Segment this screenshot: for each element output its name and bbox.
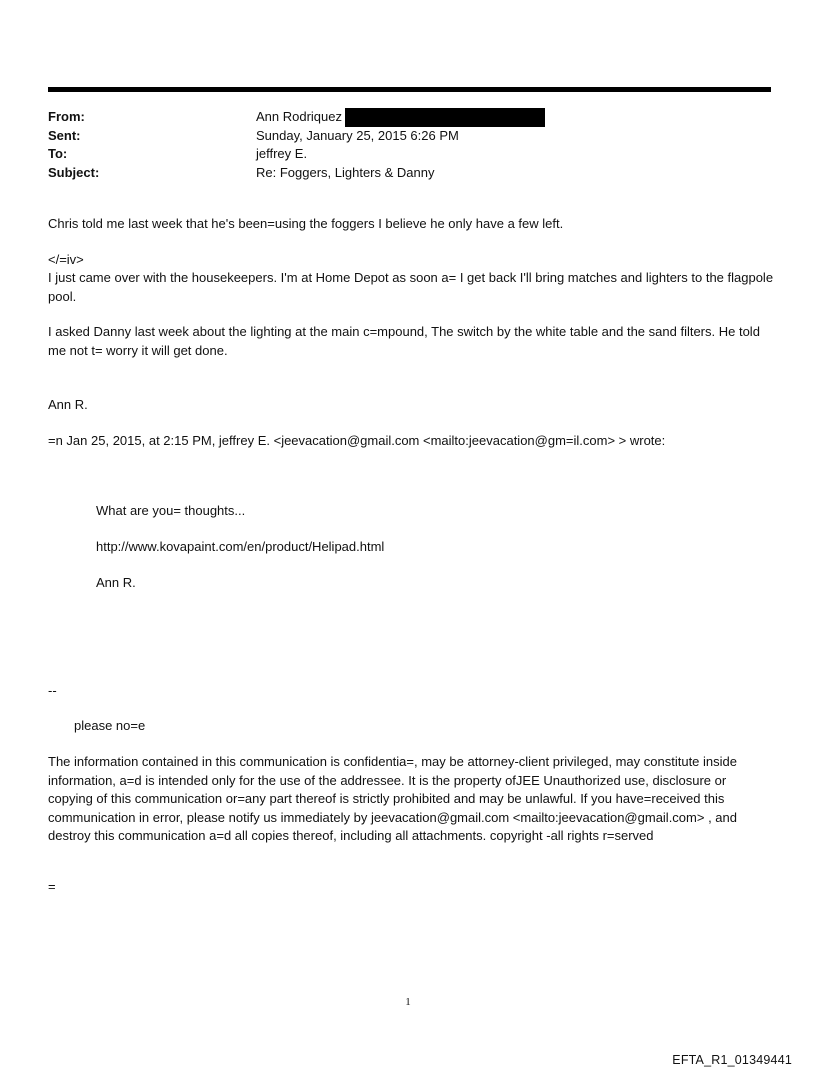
subject-label: Subject:: [48, 164, 100, 180]
disclaimer: The information contained in this communication is confidentia=, may be attorney-client privileged, may constitute inside information, a=d is intended only for the use of the addressee. It is the property ofJEE Unauthorized use, disclosure or copying of this communication or=any part thereof is strictly prohibited and may be unlawful. If you have=received this communication in error, please notify us immediately by jeevacation@gmail.com <mailto:jeevacation@gmail.com> , and destroy this communication a=d all copies thereof, including all attachments. copyright -all rights r=served: [48, 754, 737, 843]
quoted-question: What are you= thoughts...: [96, 503, 246, 518]
body-paragraph-2: </=iv>: [48, 252, 84, 267]
page-number: 1: [405, 996, 411, 1008]
subject-row: [48, 164, 545, 183]
body-paragraph-4: I asked Danny last week about the lighting at the main c=mpound, The switch by the white table and the sand filters. He told me not t= worry it will get done.: [48, 324, 760, 358]
quoted-signature: Ann R.: [96, 575, 136, 590]
redaction-box: [345, 108, 545, 127]
please-note: please no=e: [74, 718, 146, 733]
from-label: From:: [48, 109, 85, 124]
bates-number: EFTA_R1_01349441: [672, 1053, 792, 1067]
quoted-link: http://www.kovapaint.com/en/product/Helipad.html: [96, 539, 385, 554]
body-paragraph-1: Chris told me last week that he's been=using the foggers I believe he only have a few left.: [48, 216, 564, 231]
sent-row: [48, 127, 545, 146]
body-paragraph-3: I just came over with the housekeepers. I'm at Home Depot as soon a= I get back I'll bring matches and lighters to the flagpole pool.: [48, 270, 774, 304]
sent-label: Sent:: [48, 127, 81, 143]
to-label: To:: [48, 146, 68, 161]
from-name: Ann Rodriquez: [256, 109, 342, 124]
subject-value: Re: Foggers, Lighters & Danny: [256, 164, 435, 180]
from-row: [48, 108, 545, 127]
from-value: [256, 108, 545, 127]
trailing-marker: =: [48, 879, 56, 894]
signature: Ann R.: [48, 397, 88, 412]
separator: --: [48, 683, 57, 698]
header-rule: [48, 87, 771, 92]
to-row: [48, 145, 545, 164]
email-header: [48, 108, 545, 182]
to-value: jeffrey E.: [256, 146, 308, 161]
quote-header: =n Jan 25, 2015, at 2:15 PM, jeffrey E. <jeevacation@gmail.com <mailto:jeevacation@gm=il.com> > wrote:: [48, 433, 666, 448]
sent-value: Sunday, January 25, 2015 6:26 PM: [256, 127, 459, 143]
